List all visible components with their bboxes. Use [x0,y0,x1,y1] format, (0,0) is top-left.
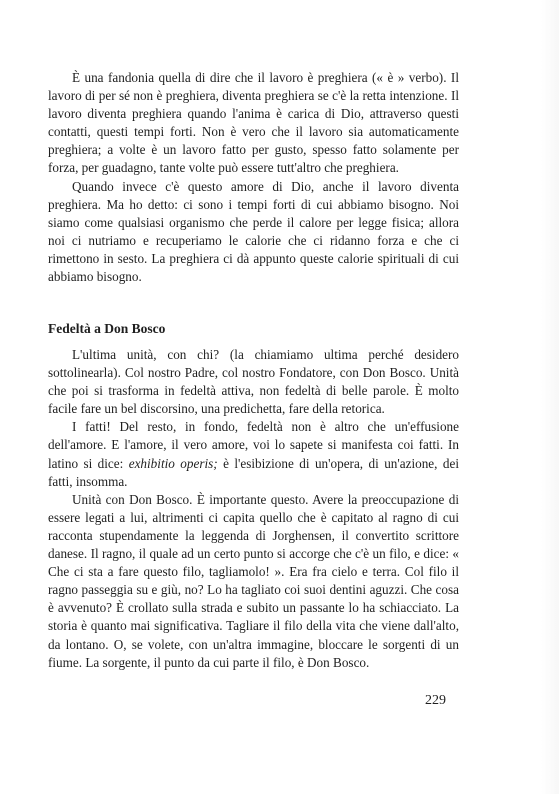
page-edge-shadow [541,0,559,794]
paragraph-lavoro-preghiera: È una fandonia quella di dire che il lavoro è preghiera (« è » verbo). Il lavoro di per sé non è preghiera, diventa preghiera se c'è la retta intenzione. Il lavoro diventa preghiera quando l'anima è carica di Dio, attraverso questi contatti, questi tempi forti. Non è vero che il lavoro sia automaticamente preghiera; a volte è un lavoro fatto per gusto, spesso fatto solamente per forza, per guadagno, tante volte può essere tutt'altro che preghiera. [48,70,459,176]
paragraph-i-fatti [48,418,459,490]
paragraph-ultima-unita: L'ultima unità, con chi? (la chiamiamo ultima perché desidero sottolinearla). Col nostro Padre, col nostro Fondatore, con Don Bosco. Unità che poi si trasforma in fedeltà attiva, non fedeltà di belle parole. È molto facile fare un bel discorsino, una predichetta, fare della retorica. [48,347,459,417]
page-number: 229 [425,693,446,708]
paragraph-amore-di-dio: Quando invece c'è questo amore di Dio, anche il lavoro diventa preghiera. Ma ho detto: ci sono i tempi forti di cui abbiamo bisogno. Noi siamo come qualsiasi organismo che perde il calore per legge fisica; allora noi ci nutriamo e recuperiamo le calorie che ci ridanno forza e che ci rimettono in sesto. La preghiera ci dà appunto queste calorie spirituali di cui abbiamo bisogno. [48,178,459,285]
latin-phrase: exhibitio operis; [128,455,218,471]
paragraph-i-fatti-text-2: è l'esibizione di un'opera, di un'azione, dei fatti, insomma. [48,455,459,489]
paragraph-i-fatti-text-1: I fatti! Del resto, in fondo, fedeltà non è altro che un'effusione dell'amore. E l'amore, il vero amore, voi lo sapete si manifesta coi fatti. In latino si dice: [48,419,459,471]
paragraph-unita-con-don-bosco: Unità con Don Bosco. È importante questo. Avere la preoccupazione di essere legati a lui, altrimenti ci capita quello che è capitato al ragno di cui racconta stupendamente la leggenda di Jorghensen, il convertito scrittore danese. Il ragno, il quale ad un certo punto si accorge che c'è un filo, e dice: « Che ci sta a fare questo filo, tagliamolo! ». Era fra cielo e terra. Col filo il ragno passeggia su e giù, no? Lo ha tagliato coi suoi dentini aguzzi. Che cosa è avvenuto? È crollato sulla strada e subito un passante lo ha schiacciato. La storia è quanto mai significativa. Tagliare il filo della vita che viene dall'alto, da lontano. O, se volete, con un'altra immagine, bloccare le sorgenti di un fiume. La sorgente, il punto da cui parte il filo, è Don Bosco. [48,491,459,670]
opening-text-block [48,69,459,286]
section-heading: Fedeltà a Don Bosco [48,321,166,336]
section-text-block [48,346,459,672]
